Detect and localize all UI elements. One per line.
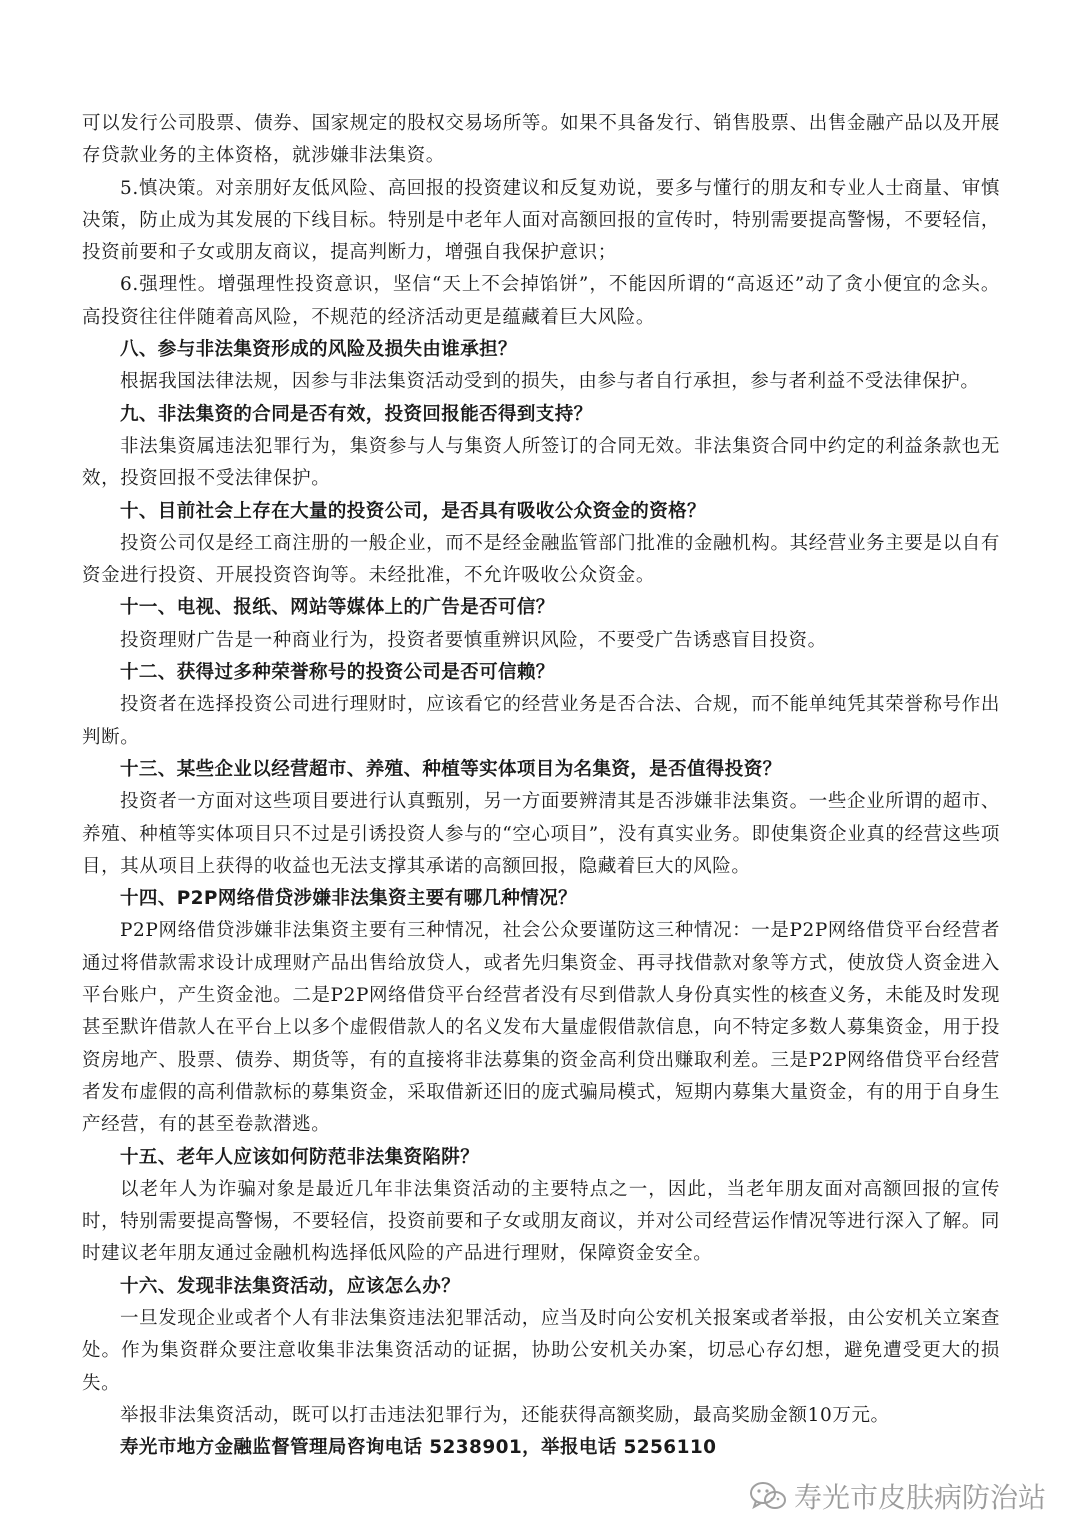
section-heading: 十五、老年人应该如何防范非法集资陷阱？ (120, 1146, 480, 1168)
body-paragraph: 非法集资属违法犯罪行为，集资参与人与集资人所签订的合同无效。非法集资合同中约定的利益条款也无效，投资回报不受法律保护。 (82, 435, 1000, 490)
watermark (748, 1476, 1046, 1516)
body-paragraph: 可以发行公司股票、债券、国家规定的股权交易场所等。如果不具备发行、销售股票、出售金融产品以及开展存贷款业务的主体资格，就涉嫌非法集资。 (82, 113, 1000, 167)
body-paragraph: 投资理财广告是一种商业行为，投资者要慎重辨识风险，不要受广告诱惑盲目投资。 (120, 629, 827, 651)
section-heading: 十、目前社会上存在大量的投资公司，是否具有吸收公众资金的资格？ (120, 500, 706, 522)
watermark-text: 寿光市皮肤病防治站 (793, 1481, 1046, 1514)
section-heading: 十一、电视、报纸、网站等媒体上的广告是否可信？ (120, 597, 555, 619)
body-paragraph: 举报非法集资活动，既可以打击违法犯罪行为，还能获得高额奖励，最高奖励金额10万元。 (120, 1404, 890, 1426)
body-paragraph: 一旦发现企业或者个人有非法集资违法犯罪活动，应当及时向公安机关报案或者举报，由公安机关立案查处。作为集资群众要注意收集非法集资活动的证据，协助公安机关办案，切忌心存幻想，避免遭受更大的损失。 (82, 1307, 1000, 1394)
section-heading: 十三、某些企业以经营超市、养殖、种植等实体项目为名集资，是否值得投资？ (120, 758, 782, 780)
body-paragraph: 5.慎决策。对亲朋好友低风险、高回报的投资建议和反复劝说，要多与懂行的朋友和专业人士商量、审慎决策，防止成为其发展的下线目标。特别是中老年人面对高额回报的宣传时，特别需要提高警惕，不要轻信，投资前要和子女或朋友商议，提高判断力，增强自我保护意识； (82, 177, 1000, 264)
section-heading: 八、参与非法集资形成的风险及损失由谁承担？ (120, 339, 517, 361)
body-paragraph: 以老年人为诈骗对象是最近几年非法集资活动的主要特点之一，因此，当老年朋友面对高额回报的宣传时，特别需要提高警惕，不要轻信，投资前要和子女或朋友商议，并对公司经营运作情况等进行深入了解。同时建议老年朋友通过金融机构选择低风险的产品进行理财，保障资金安全。 (82, 1178, 1000, 1265)
document-page (82, 108, 1000, 1464)
body-paragraph: 投资者一方面对这些项目要进行认真甄别，另一方面要辨清其是否涉嫌非法集资。一些企业所谓的超市、养殖、种植等实体项目只不过是引诱投资人参与的“空心项目”，没有真实业务。即使集资企业真的经营这些项目，其从项目上获得的收益也无法支撑其承诺的高额回报，隐藏着巨大的风险。 (82, 791, 1000, 877)
section-heading: 十六、发现非法集资活动，应该怎么办？ (120, 1275, 461, 1297)
section-heading: 十四、P2P网络借贷涉嫌非法集资主要有哪几种情况？ (120, 888, 577, 910)
wechat-icon (748, 1479, 788, 1513)
body-paragraph: 投资公司仅是经工商注册的一般企业，而不是经金融监管部门批准的金融机构。其经营业务主要是以自有资金进行投资、开展投资咨询等。未经批准，不允许吸收公众资金。 (82, 532, 1000, 587)
body-paragraph: P2P网络借贷涉嫌非法集资主要有三种情况，社会公众要谨防这三种情况：一是P2P网络借贷平台经营者通过将借款需求设计成理财产品出售给放贷人，或者先归集资金、再寻找借款对象等方式，使放贷人资金进入平台账户，产生资金池。二是P2P网络借贷平台经营者没有尽到借款人身份真实性的核查义务，未能及时发现甚至默许借款人在平台上以多个虚假借款人的名义发布大量虚假借款信息，向不特定多数人募集资金，用于投资房地产、股票、债券、期货等，有的直接将非法募集的资金高利贷出赚取利差。三是P2P网络借贷平台经营者发布虚假的高利借款标的募集资金，采取借新还旧的庞式骗局模式，短期内募集大量资金，有的用于自身生产经营，有的甚至卷款潜逃。 (82, 920, 1000, 1136)
section-heading: 十二、获得过多种荣誉称号的投资公司是否可信赖？ (120, 662, 555, 684)
section-heading: 九、非法集资的合同是否有效，投资回报能否得到支持？ (120, 403, 593, 425)
section-heading: 寿光市地方金融监督管理局咨询电话 5238901，举报电话 5256110 (120, 1437, 717, 1459)
body-paragraph: 6.强理性。增强理性投资意识，坚信“天上不会掉馅饼”，不能因所谓的“高返还”动了贪小便宜的念头。高投资往往伴随着高风险，不规范的经济活动更是蕴藏着巨大风险。 (82, 274, 1000, 328)
body-paragraph: 投资者在选择投资公司进行理财时，应该看它的经营业务是否合法、合规，而不能单纯凭其荣誉称号作出判断。 (82, 694, 1000, 748)
body-paragraph: 根据我国法律法规，因参与非法集资活动受到的损失，由参与者自行承担，参与者利益不受法律保护。 (120, 371, 980, 393)
